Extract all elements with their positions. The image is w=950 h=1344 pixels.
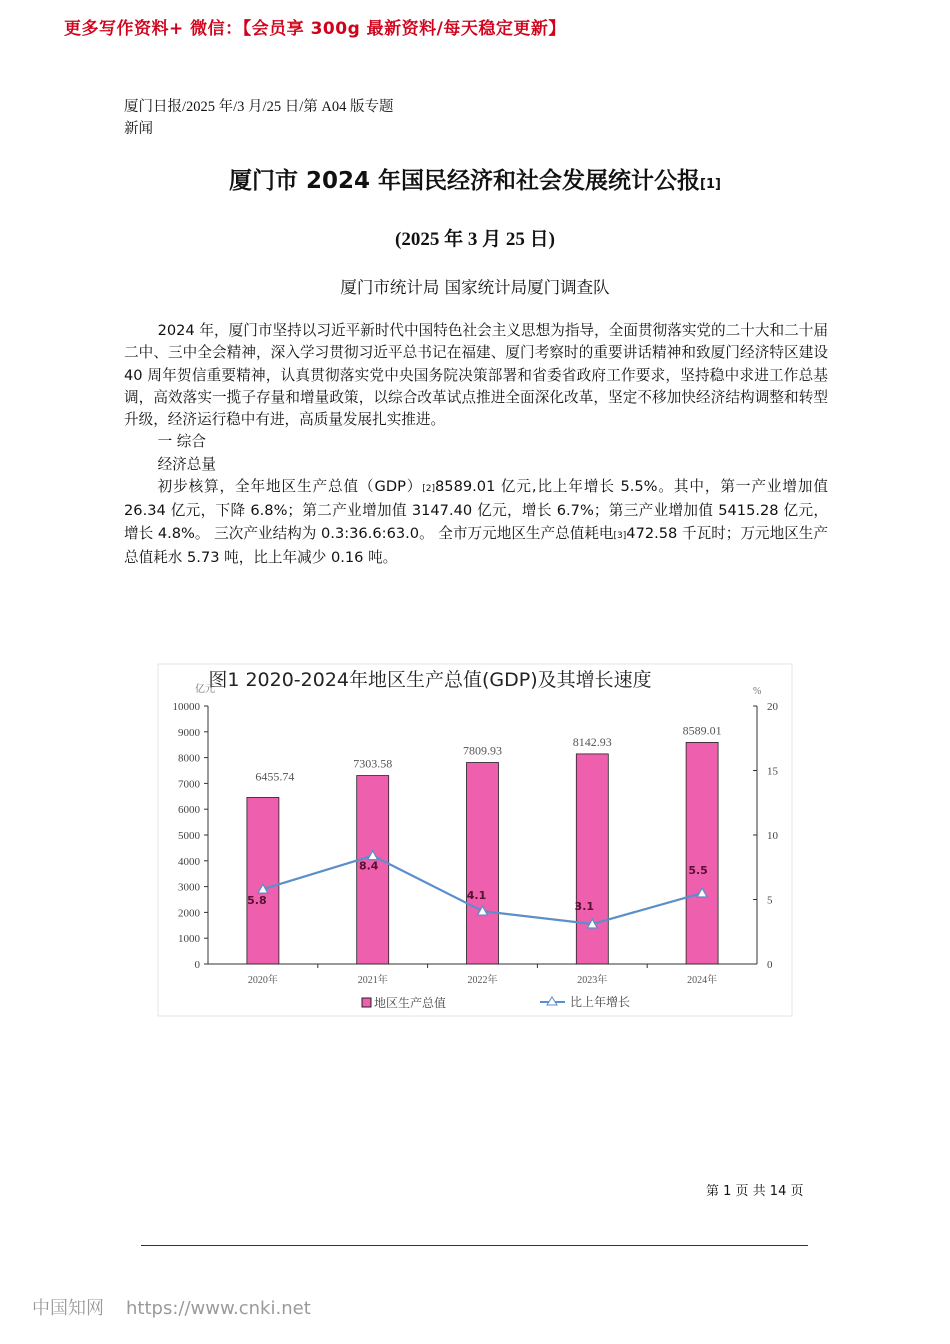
growth-label: 5.8: [247, 894, 267, 908]
promo-banner: 更多写作资料+ 微信：【会员享 300g 最新资料/每天稳定更新】: [64, 19, 566, 39]
y-tick-label: 6000: [178, 804, 200, 817]
paragraph-gdp: [124, 476, 828, 569]
growth-label: 5.5: [688, 864, 708, 878]
gdp-bar-label: 8589.01: [682, 723, 722, 738]
section-heading: 一 综合: [157, 433, 206, 451]
footnote-ref-3[interactable]: [3]: [613, 530, 627, 541]
watermark-name: 中国知网: [32, 1298, 104, 1319]
y2-axis-unit: %: [753, 686, 762, 697]
document-authors: 厦门市统计局 国家统计局厦门调查队: [340, 278, 610, 297]
y-tick-label: 2000: [178, 907, 200, 920]
gdp-bar: [576, 754, 608, 964]
gdp-bar: [247, 797, 279, 964]
y-tick-label: 3000: [178, 881, 200, 894]
y-tick-label: 10000: [172, 701, 200, 713]
y2-tick-label: 10: [767, 830, 778, 842]
x-tick-label: 2022年: [467, 975, 498, 986]
source-line: 厦门日报/2025 年/3 月/25 日/第 A04 版专题新闻: [124, 99, 394, 137]
x-tick-label: 2023年: [577, 975, 608, 986]
gdp-bar-label: 6455.74: [255, 769, 295, 784]
growth-label: 8.4: [358, 859, 379, 873]
legend-bar-swatch-icon: [362, 998, 371, 1007]
footer-divider: [141, 1245, 808, 1246]
gdp-chart: [155, 660, 795, 1020]
x-tick-label: 2021年: [357, 975, 388, 986]
y-tick-label: 0: [194, 959, 200, 971]
legend-line-label: 比上年增长: [570, 995, 631, 1009]
document-date: (2025 年 3 月 25 日): [395, 229, 555, 250]
gdp-bar-label: 7303.58: [353, 756, 393, 771]
chart-title: 图1 2020-2024年地区生产总值(GDP)及其增长速度: [208, 669, 652, 691]
growth-label: 3.1: [574, 900, 595, 914]
watermark-url: https://www.cnki.net: [126, 1298, 311, 1319]
subsection-heading: 经济总量: [157, 455, 216, 473]
footnote-ref-2[interactable]: [2]: [422, 484, 436, 495]
document-body: [124, 320, 828, 569]
y-tick-label: 9000: [178, 726, 200, 739]
y-tick-label: 1000: [178, 933, 200, 946]
paragraph-intro: 2024 年，厦门市坚持以习近平新时代中国特色社会主义思想为指导，全面贯彻落实党的二十大和二十届二中、三中全会精神，深入学习贯彻习近平总书记在福建、厦门考察时的重要讲话精神和致厦门经济特区建设 40 周年贺信重要精神，认真贯彻落实党中央国务院决策部署和省委省政府工作要求，坚持稳中求进工作总基调，高效落实一揽子存量和增量政策，以综合改革试点推进全面深化改革，坚定不移加快经济结构调整和转型升级，经济运行稳中有进，高质量发展扎实推进。: [124, 322, 828, 429]
y2-tick-label: 5: [767, 894, 773, 907]
y-axis-unit: 亿元: [195, 684, 215, 695]
growth-label: 4.1: [466, 889, 487, 903]
y-tick-label: 5000: [178, 830, 200, 842]
y2-tick-label: 20: [767, 701, 778, 713]
page-number: 第 1 页 共 14 页: [706, 1184, 804, 1199]
title-footnote-ref[interactable]: [1]: [700, 177, 721, 192]
document-title: [0, 162, 950, 195]
text: 8589.01 亿元,比上年增长 5.5%。其中，第一产业增加值 26.34 亿元，下降 6.8%；第二产业增加值 3147.40 亿元，增长 6.7%；第三产业增加值 5415.28 亿元， 增长 4.8%。 三次产业结构为 0.3:36.6:63.0。 全市万元地区生产总值耗电: [124, 478, 828, 542]
y-tick-label: 8000: [178, 752, 200, 765]
gdp-bar: [686, 742, 718, 964]
x-tick-label: 2024年: [687, 975, 718, 986]
y2-tick-label: 0: [767, 959, 773, 971]
gdp-bar: [467, 763, 499, 964]
y2-tick-label: 15: [767, 765, 778, 778]
y-tick-label: 4000: [178, 855, 200, 868]
cnki-watermark: [32, 1294, 333, 1320]
x-tick-label: 2020年: [247, 975, 278, 986]
gdp-bar-label: 7809.93: [463, 743, 502, 758]
title-text: 厦门市 2024 年国民经济和社会发展统计公报: [229, 168, 701, 194]
legend-bar-label: 地区生产总值: [374, 996, 447, 1010]
text: 初步核算，全年地区生产总值（GDP）: [157, 478, 423, 496]
y-tick-label: 7000: [178, 778, 200, 791]
gdp-bar-label: 8142.93: [572, 734, 612, 749]
text: 472.58 千瓦时；万元地区生产总值耗水 5.73 吨，比上年减少 0.16 吨。: [124, 524, 828, 566]
